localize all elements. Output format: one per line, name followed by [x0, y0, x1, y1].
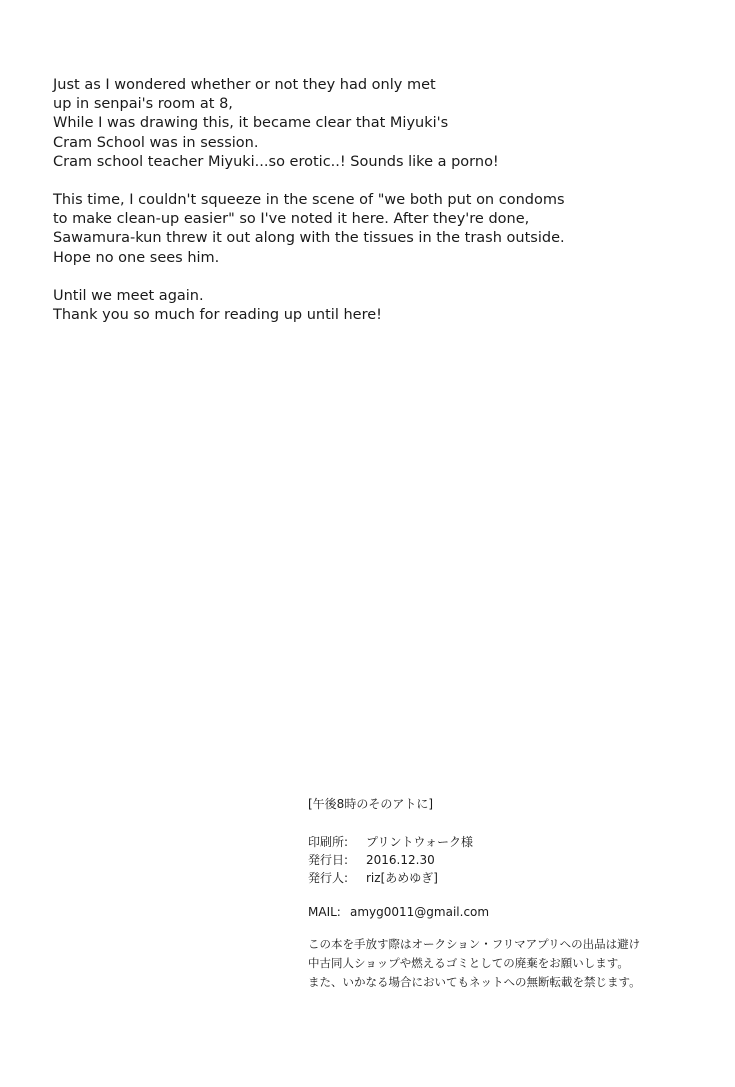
text-line: up in senpai's room at 8, — [53, 96, 233, 113]
afterword-text — [53, 76, 693, 344]
text-line: Just as I wondered whether or not they had only met — [53, 77, 436, 93]
publisher-row — [308, 869, 728, 887]
text-line: Hope no one sees him. — [53, 249, 220, 266]
redistribution-notice — [308, 935, 728, 992]
text-line: Sawamura-kun threw it out along with the tissues in the trash outside. — [53, 230, 565, 247]
text-line: Cram School was in session. — [53, 134, 259, 151]
date-label: 発行日: — [308, 853, 349, 867]
printer-value: プリントウォーク様 — [366, 835, 474, 849]
printer-label: 印刷所: — [308, 835, 349, 849]
date-value: 2016.12.30 — [366, 853, 435, 867]
publisher-label: 発行人: — [308, 871, 349, 885]
text-line: While I was drawing this, it became clear that Miyuki's — [53, 115, 449, 132]
text-line: Until we meet again. — [53, 287, 204, 304]
notice-line: 中古同人ショップや燃えるゴミとしての廃棄をお願いします。 — [308, 956, 629, 970]
publication-info — [308, 833, 728, 887]
text-line: Cram school teacher Miyuki...so erotic..! Sounds like a porno! — [53, 153, 499, 170]
notice-line: また、いかなる場合においてもネットへの無断転載を禁じます。 — [308, 975, 641, 989]
afterword-paragraph — [53, 191, 693, 268]
publisher-value: riz[あめゆぎ] — [366, 871, 438, 885]
mail-address: amyg0011@gmail.com — [350, 905, 490, 919]
text-line: Thank you so much for reading up until here! — [53, 307, 382, 324]
mail-label: MAIL: — [308, 905, 341, 919]
afterword-paragraph — [53, 287, 693, 325]
mail-row — [308, 903, 728, 921]
notice-line: この本を手放す際はオークション・フリマアプリへの出品は避け — [308, 937, 641, 951]
colophon — [308, 795, 728, 992]
text-line: to make clean-up easier" so I've noted it here. After they're done, — [53, 211, 530, 228]
afterword-paragraph — [53, 76, 693, 172]
printer-row — [308, 833, 728, 851]
text-line: This time, I couldn't squeeze in the scene of "we both put on condoms — [53, 192, 565, 209]
book-title: [午後8時のそのアトに] — [308, 797, 433, 811]
date-row — [308, 851, 728, 869]
